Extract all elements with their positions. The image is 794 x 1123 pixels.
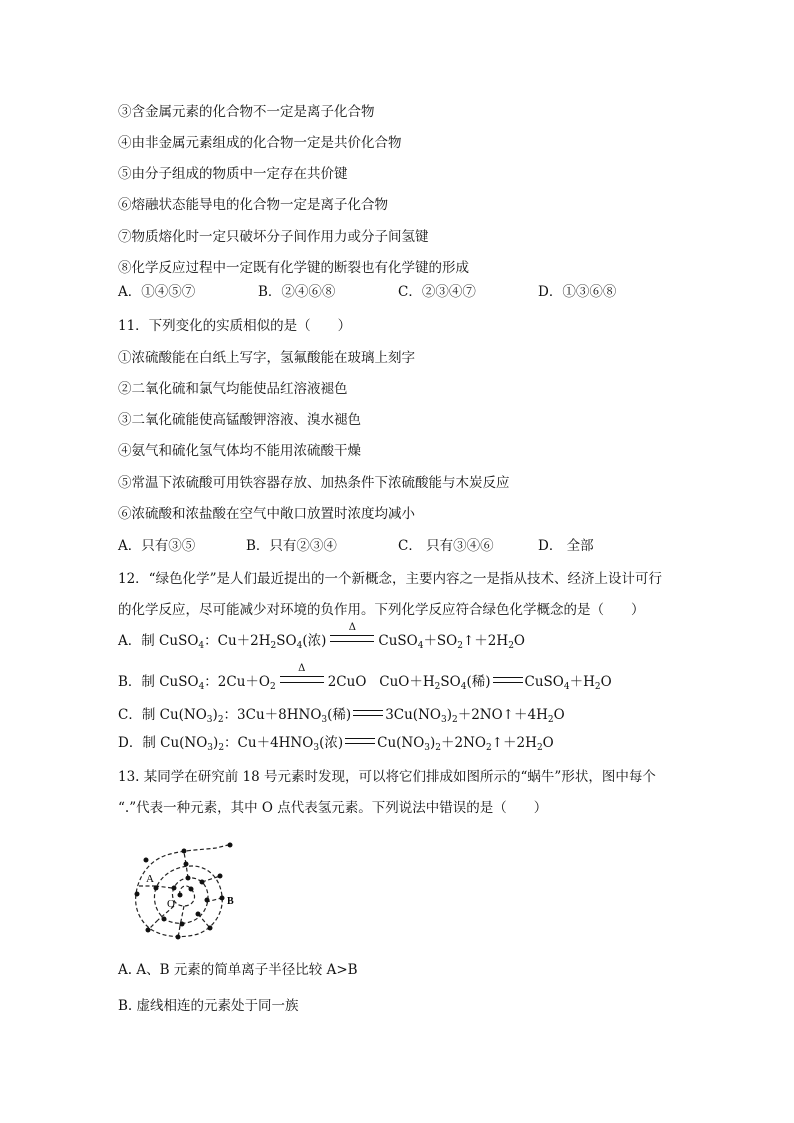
q10-item-8: ⑧化学反应过程中一定既有化学键的断裂也有化学键的形成 [118,260,469,276]
q10-item-6: ⑥熔融状态能导电的化合物一定是离子化合物 [118,197,388,213]
q12-option-c: C．制 $Cu(NO_3)_2$：$3Cu+8HNO_3$(稀) $3Cu(NO_3)_2+2NO↑+4H_2O$ [118,707,565,725]
q11-option-d: D． 全部 [538,538,594,554]
q12-stem-line1: 12．“绿色化学”是人们最近提出的一个新概念，主要内容之一是指从技术、经济上设计可行 [118,571,662,587]
q11-option-b: B．只有②③④ [246,538,337,554]
label-b: B [227,896,234,907]
q11-item-6: ⑥浓硫酸和浓盐酸在空气中敞口放置时浓度均减小 [118,506,415,522]
q10-item-4: ④由非金属元素组成的化合物一定是共价化合物 [118,135,402,151]
q11-stem: 11．下列变化的实质相似的是（ ） [118,318,352,334]
snail-periodic-diagram [128,838,248,950]
q10-option-a: A．①④⑤⑦ [118,284,196,300]
q11-option-c: C． 只有③④⑥ [398,538,494,554]
q11-item-3: ③二氧化硫能使高锰酸钾溶液、溴水褪色 [118,412,361,428]
q13-stem-line2: “.”代表一种元素，其中 O 点代表氢元素。下列说法中错误的是（ ） [118,800,548,816]
q13-option-b: B. 虚线相连的元素处于同一族 [118,998,299,1014]
q12-option-a: A．制 CuSO$_4$：$Cu+2H_2SO_4$(浓) Δ $CuSO_4+SO_2↑+2H_2O$ [118,622,525,651]
q12-option-d: D．制 $Cu(NO_3)_2$：$Cu+4HNO_3$(浓) $Cu(NO_3)_2+2NO_2↑+2H_2O$ [118,735,554,753]
q10-option-b: B．②④⑥⑧ [258,284,336,300]
q11-item-4: ④氨气和硫化氢气体均不能用浓硫酸干燥 [118,443,361,459]
q10-item-3: ③含金属元素的化合物不一定是离子化合物 [118,104,375,120]
label-a: A [146,873,154,885]
q11-item-5: ⑤常温下浓硫酸可用铁容器存放、加热条件下浓硫酸能与木炭反应 [118,475,510,491]
heating-condition-b: Δ [276,674,328,690]
q13-stem-line1: 13. 某同学在研究前 18 号元素时发现，可以将它们排成如图所示的“蜗牛”形状，图中每个 [118,769,656,785]
q10-item-7: ⑦物质熔化时一定只破坏分子间作用力或分子间氢键 [118,229,429,245]
heating-condition-a: Δ [326,633,378,649]
q10-option-d: D．①③⑥⑧ [538,284,617,300]
q12-option-b: B．制 CuSO$_4$：$2Cu+O_2$ Δ 2CuO $CuO+H_2SO_4$(稀) $CuSO_4+H_2O$ [118,663,612,692]
q11-option-a: A．只有③⑤ [118,538,196,554]
q11-item-1: ①浓硫酸能在白纸上写字，氢氟酸能在玻璃上刻字 [118,350,415,366]
q13-option-a: A. A、B 元素的简单离子半径比较 A>B [118,962,358,978]
label-o: O [167,898,175,910]
q11-item-2: ②二氧化硫和氯气均能使品红溶液褪色 [118,381,348,397]
q12-stem-line2: 的化学反应，尽可能减少对环境的负作用。下列化学反应符合绿色化学概念的是（ ） [118,602,645,618]
q10-item-5: ⑤由分子组成的物质中一定存在共价键 [118,166,348,182]
q10-option-c: C．②③④⑦ [398,284,476,300]
